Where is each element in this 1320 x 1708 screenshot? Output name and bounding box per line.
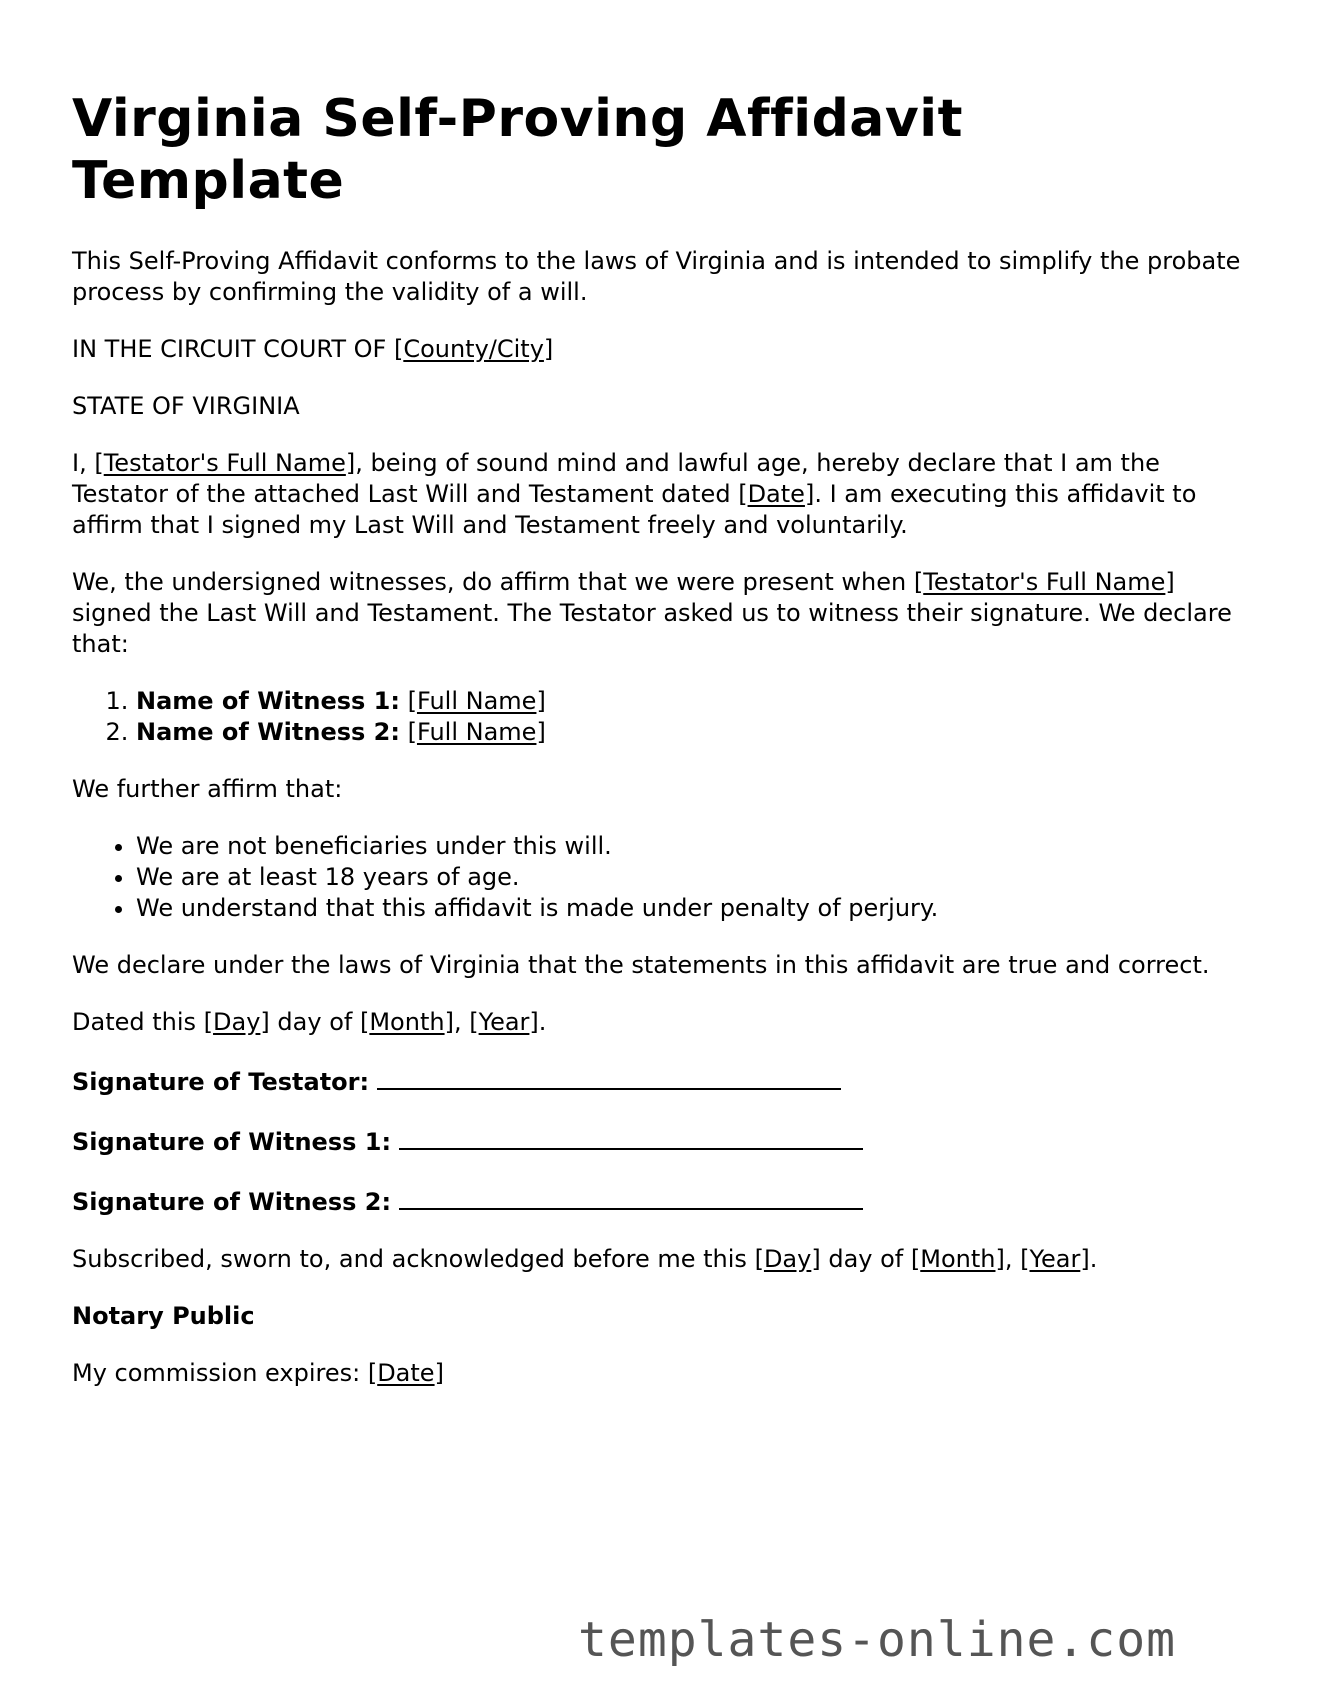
witness-statement-text-1: We, the undersigned witnesses, do affirm that we were present when — [72, 568, 914, 596]
dated-line: Dated this [Day] day of [Month], [Year]. — [72, 1008, 547, 1036]
notary-day-placeholder: Day — [763, 1245, 812, 1273]
signature-witness-2-blank[interactable] — [399, 1184, 863, 1210]
notary-month-placeholder: Month — [920, 1245, 996, 1273]
state-line: STATE OF VIRGINIA — [72, 392, 300, 420]
affirmation-list — [72, 831, 1252, 924]
commission-date-placeholder: Date — [377, 1359, 435, 1387]
will-date-placeholder: Date — [747, 480, 805, 508]
watermark: templates-online.com — [578, 1612, 1176, 1668]
list-item: 2. Name of Witness 2: [Full Name] — [136, 717, 1252, 748]
signature-testator-label: Signature of Testator: — [72, 1068, 370, 1096]
further-affirm-line: We further affirm that: — [72, 775, 343, 803]
signature-witness-1-line — [72, 1124, 1252, 1158]
commission-line: My commission expires: [Date] — [72, 1359, 444, 1387]
commission-prefix: My commission expires: — [72, 1359, 368, 1387]
dated-mid-2: , — [453, 1008, 470, 1036]
signature-testator-blank[interactable] — [377, 1064, 841, 1090]
court-line: IN THE CIRCUIT COURT OF [County/City] — [72, 335, 554, 363]
witness-testator-name-placeholder: Testator's Full Name — [923, 568, 1166, 596]
notary-ack-mid-2: , — [1004, 1245, 1021, 1273]
declaration-text-3: . I am executing this affidavit to affirm that I signed my Last Will and Testament freely and voluntarily. — [72, 480, 1197, 539]
declaration-paragraph: I, [Testator's Full Name], being of sound mind and lawful age, hereby declare that I am the Testator of the attached Last Will and Testament dated [Date]. I am executing this affidavit to affirm that I signed my Last Will and Testament freely and voluntarily. — [72, 449, 1197, 539]
list-item: • We are not beneficiaries under this will. — [136, 831, 1252, 862]
county-city-placeholder: County/City — [403, 335, 544, 363]
notary-ack-suffix: . — [1089, 1245, 1098, 1273]
witness-statement-text-2: signed the Last Will and Testament. The Testator asked us to witness their signature. We declare that: — [72, 599, 1232, 658]
list-item: 1. Name of Witness 1: [Full Name] — [136, 686, 1252, 717]
declaration-text-1: I, — [72, 449, 95, 477]
notary-ack-prefix: Subscribed, sworn to, and acknowledged before me this — [72, 1245, 755, 1273]
court-prefix: IN THE CIRCUIT COURT OF — [72, 335, 394, 363]
witness-2-name-placeholder: Full Name — [416, 718, 537, 746]
witness-1-name-placeholder: Full Name — [416, 687, 537, 715]
dated-month-placeholder: Month — [369, 1008, 445, 1036]
notary-ack-mid-1: day of — [820, 1245, 911, 1273]
witness-2-label: Name of Witness 2: — [136, 718, 400, 746]
declaration-text-2: , being of sound mind and lawful age, hereby declare that I am the Testator of the attached Last Will and Testament dated — [72, 449, 1160, 508]
signature-witness-1-blank[interactable] — [399, 1124, 863, 1150]
dated-prefix: Dated this — [72, 1008, 204, 1036]
dated-year-placeholder: Year — [478, 1008, 530, 1036]
document-title: Virginia Self-Proving Affidavit Template — [72, 89, 963, 211]
witness-name-list — [72, 686, 1252, 748]
testator-name-placeholder: Testator's Full Name — [103, 449, 346, 477]
signature-witness-2-line — [72, 1184, 1252, 1218]
dated-mid-1: day of — [269, 1008, 360, 1036]
list-item: • We understand that this affidavit is made under penalty of perjury. — [136, 893, 1252, 924]
notary-ack-line: Subscribed, sworn to, and acknowledged before me this [Day] day of [Month], [Year]. — [72, 1245, 1098, 1273]
dated-suffix: . — [538, 1008, 547, 1036]
notary-year-placeholder: Year — [1029, 1245, 1081, 1273]
signature-witness-1-label: Signature of Witness 1: — [72, 1128, 392, 1156]
notary-public-label: Notary Public — [72, 1302, 255, 1330]
signature-witness-2-label: Signature of Witness 2: — [72, 1188, 392, 1216]
witness-statement-paragraph: We, the undersigned witnesses, do affirm that we were present when [Testator's Full Name] signed the Last Will and Testament. The Testator asked us to witness their signature. We declare that: — [72, 568, 1232, 658]
signature-testator-line — [72, 1064, 1252, 1098]
declare-true-paragraph: We declare under the laws of Virginia that the statements in this affidavit are true and correct. — [72, 951, 1210, 979]
intro-paragraph: This Self-Proving Affidavit conforms to the laws of Virginia and is intended to simplify the probate process by confirming the validity of a will. — [72, 247, 1241, 306]
document-page — [72, 88, 1252, 1415]
dated-day-placeholder: Day — [213, 1008, 261, 1036]
witness-1-label: Name of Witness 1: — [136, 687, 400, 715]
list-item: • We are at least 18 years of age. — [136, 862, 1252, 893]
notary-public-label-line — [72, 1301, 1252, 1332]
